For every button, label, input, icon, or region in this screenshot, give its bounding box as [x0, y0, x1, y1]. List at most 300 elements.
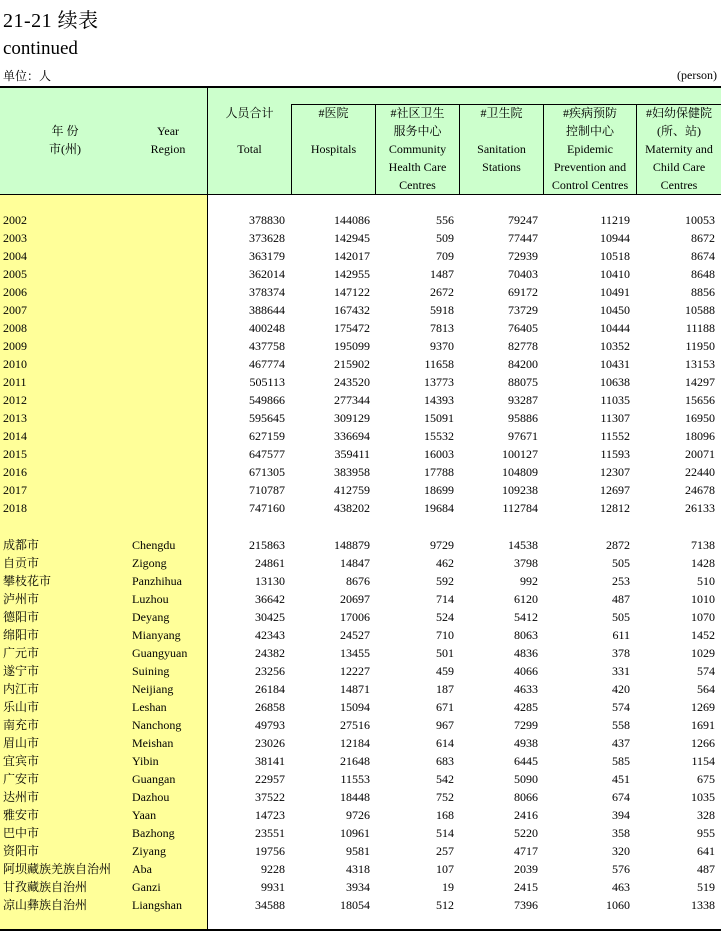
mch-cell: 8648 [691, 267, 715, 281]
col-total-en: Total [237, 142, 262, 156]
chc-cell: 967 [436, 718, 454, 732]
mch-cell: 1338 [691, 898, 715, 912]
col-region-en: Region [150, 142, 186, 156]
san-cell: 104809 [502, 465, 538, 479]
chc-cell: 1487 [430, 267, 454, 281]
header-bottom-rule [0, 194, 721, 195]
san-cell: 2416 [514, 808, 538, 822]
year-cell: 2018 [3, 501, 27, 515]
mch-cell: 8672 [691, 231, 715, 245]
region-en-cell: Mianyang [132, 628, 181, 642]
hosp-cell: 14871 [340, 682, 370, 696]
col-cdc-zh1: #疾病预防 [562, 106, 617, 120]
san-cell: 8063 [514, 628, 538, 642]
san-cell: 5090 [514, 772, 538, 786]
mch-cell: 7138 [691, 538, 715, 552]
hosp-cell: 215902 [334, 357, 370, 371]
region-en-cell: Zigong [132, 556, 167, 570]
col-mch-en3: Centres [660, 178, 698, 192]
mch-cell: 641 [697, 844, 715, 858]
mch-cell: 1035 [691, 790, 715, 804]
year-cell: 2005 [3, 267, 27, 281]
total-cell: 9228 [261, 862, 285, 876]
total-cell: 37522 [255, 790, 285, 804]
mch-cell: 487 [697, 862, 715, 876]
cdc-cell: 10638 [600, 375, 630, 389]
mch-cell: 8674 [691, 249, 715, 263]
san-cell: 2039 [514, 862, 538, 876]
cdc-cell: 10518 [600, 249, 630, 263]
region-en-cell: Guangan [132, 772, 176, 786]
col-chc-en2: Health Care [388, 160, 447, 174]
mch-cell: 8856 [691, 285, 715, 299]
hosp-cell: 27516 [340, 718, 370, 732]
cdc-cell: 558 [612, 718, 630, 732]
mch-cell: 1070 [691, 610, 715, 624]
total-cell: 26858 [255, 700, 285, 714]
col-cdc-zh2: 控制中心 [565, 124, 614, 138]
col-cdc-en1: Epidemic [567, 142, 613, 156]
col-chc-zh1: #社区卫生 [390, 106, 445, 120]
cdc-cell: 378 [612, 646, 630, 660]
chc-cell: 19684 [424, 501, 454, 515]
col-mch-zh1: #妇幼保健院 [645, 106, 712, 120]
mch-cell: 1691 [691, 718, 715, 732]
chc-cell: 18699 [424, 483, 454, 497]
total-cell: 647577 [249, 447, 285, 461]
total-cell: 373628 [249, 231, 285, 245]
hosp-cell: 18448 [340, 790, 370, 804]
hosp-cell: 15094 [340, 700, 370, 714]
san-cell: 4285 [514, 700, 538, 714]
san-cell: 95886 [508, 411, 538, 425]
region-en-cell: Yibin [132, 754, 159, 768]
hosp-cell: 12227 [340, 664, 370, 678]
san-cell: 7299 [514, 718, 538, 732]
san-cell: 992 [520, 574, 538, 588]
chc-cell: 524 [436, 610, 454, 624]
hosp-cell: 142955 [334, 267, 370, 281]
cdc-cell: 12307 [600, 465, 630, 479]
cdc-cell: 394 [612, 808, 630, 822]
year-cell: 2003 [3, 231, 27, 245]
mch-cell: 11950 [685, 339, 715, 353]
cdc-cell: 12812 [600, 501, 630, 515]
region-en-cell: Dazhou [132, 790, 170, 804]
mch-cell: 675 [697, 772, 715, 786]
chc-cell: 462 [436, 556, 454, 570]
hosp-cell: 10961 [340, 826, 370, 840]
city-zh-cell: 巴中市 [3, 826, 40, 840]
cdc-cell: 10352 [600, 339, 630, 353]
hosp-cell: 147122 [334, 285, 370, 299]
unit-label-en: (person) [677, 68, 717, 82]
san-cell: 4717 [514, 844, 538, 858]
chc-cell: 17788 [424, 465, 454, 479]
chc-cell: 459 [436, 664, 454, 678]
total-cell: 467774 [249, 357, 285, 371]
hosp-cell: 21648 [340, 754, 370, 768]
chc-cell: 13773 [424, 375, 454, 389]
mch-cell: 564 [697, 682, 715, 696]
city-zh-cell: 达州市 [3, 790, 40, 804]
cdc-cell: 12697 [600, 483, 630, 497]
total-cell: 362014 [249, 267, 285, 281]
chc-cell: 714 [436, 592, 454, 606]
col-chc-en3: Centres [399, 178, 436, 192]
year-cell: 2010 [3, 357, 27, 371]
region-en-cell: Deyang [132, 610, 170, 624]
cdc-cell: 11035 [600, 393, 630, 407]
total-cell: 24382 [255, 646, 285, 660]
san-cell: 73729 [508, 303, 538, 317]
san-cell: 7396 [514, 898, 538, 912]
total-cell: 627159 [249, 429, 285, 443]
chc-cell: 512 [436, 898, 454, 912]
cdc-cell: 451 [612, 772, 630, 786]
hosp-cell: 142017 [334, 249, 370, 263]
city-zh-cell: 乐山市 [3, 700, 40, 714]
total-cell: 505113 [249, 375, 285, 389]
table-subtitle: continued [3, 38, 78, 59]
cdc-cell: 611 [612, 628, 630, 642]
san-cell: 88075 [508, 375, 538, 389]
year-cell: 2004 [3, 249, 27, 263]
cdc-cell: 358 [612, 826, 630, 840]
col-san-en1: Sanitation [477, 142, 526, 156]
mch-cell: 1428 [691, 556, 715, 570]
table-title: 21-21 续表 [3, 10, 99, 32]
hosp-cell: 142945 [334, 231, 370, 245]
total-cell: 437758 [249, 339, 285, 353]
cdc-cell: 576 [612, 862, 630, 876]
chc-cell: 710 [436, 628, 454, 642]
total-cell: 363179 [249, 249, 285, 263]
city-zh-cell: 广安市 [3, 772, 40, 786]
chc-cell: 556 [436, 213, 454, 227]
total-cell: 14723 [255, 808, 285, 822]
hosp-cell: 243520 [334, 375, 370, 389]
chc-cell: 107 [436, 862, 454, 876]
total-cell: 671305 [249, 465, 285, 479]
city-zh-cell: 凉山彝族自治州 [3, 898, 88, 912]
hosp-cell: 359411 [334, 447, 370, 461]
cdc-cell: 11552 [600, 429, 630, 443]
chc-cell: 509 [436, 231, 454, 245]
mch-cell: 328 [697, 808, 715, 822]
mch-cell: 16950 [685, 411, 715, 425]
mch-cell: 1266 [691, 736, 715, 750]
mch-cell: 24678 [685, 483, 715, 497]
chc-cell: 683 [436, 754, 454, 768]
col-cdc-en2: Prevention and [553, 160, 627, 174]
city-zh-cell: 内江市 [3, 682, 40, 696]
total-cell: 378374 [249, 285, 285, 299]
hosp-cell: 12184 [340, 736, 370, 750]
cdc-cell: 505 [612, 610, 630, 624]
san-cell: 4066 [514, 664, 538, 678]
chc-cell: 11658 [424, 357, 454, 371]
col-chc-zh2: 服务中心 [393, 124, 442, 138]
region-en-cell: Chengdu [132, 538, 176, 552]
mch-cell: 510 [697, 574, 715, 588]
cdc-cell: 505 [612, 556, 630, 570]
san-cell: 100127 [502, 447, 538, 461]
san-cell: 77447 [508, 231, 538, 245]
year-cell: 2006 [3, 285, 27, 299]
hosp-cell: 4318 [346, 862, 370, 876]
hosp-cell: 17006 [340, 610, 370, 624]
san-cell: 2415 [514, 880, 538, 894]
total-cell: 49793 [255, 718, 285, 732]
region-en-cell: Leshan [132, 700, 167, 714]
chc-cell: 614 [436, 736, 454, 750]
total-cell: 710787 [249, 483, 285, 497]
hosp-cell: 18054 [340, 898, 370, 912]
col-city-zh: 市(州) [49, 142, 81, 156]
hosp-cell: 24527 [340, 628, 370, 642]
chc-cell: 671 [436, 700, 454, 714]
hosp-cell: 8676 [346, 574, 370, 588]
region-en-cell: Guangyuan [132, 646, 188, 660]
san-cell: 5412 [514, 610, 538, 624]
cdc-cell: 420 [612, 682, 630, 696]
san-cell: 4633 [514, 682, 538, 696]
cdc-cell: 10444 [600, 321, 630, 335]
cdc-cell: 320 [612, 844, 630, 858]
san-cell: 112784 [502, 501, 538, 515]
chc-cell: 15532 [424, 429, 454, 443]
year-cell: 2011 [3, 375, 27, 389]
cdc-cell: 10944 [600, 231, 630, 245]
region-en-cell: Nanchong [132, 718, 182, 732]
san-cell: 84200 [508, 357, 538, 371]
san-cell: 72939 [508, 249, 538, 263]
san-cell: 109238 [502, 483, 538, 497]
col-chc-en1: Community [388, 142, 447, 156]
table-bottom-rule [0, 929, 721, 931]
san-cell: 69172 [508, 285, 538, 299]
cdc-cell: 1060 [606, 898, 630, 912]
mch-cell: 22440 [685, 465, 715, 479]
mch-cell: 1269 [691, 700, 715, 714]
cdc-cell: 10431 [600, 357, 630, 371]
mch-cell: 26133 [685, 501, 715, 515]
region-en-cell: Neijiang [132, 682, 174, 696]
cdc-cell: 487 [612, 592, 630, 606]
cdc-cell: 437 [612, 736, 630, 750]
hosp-cell: 3934 [346, 880, 370, 894]
city-zh-cell: 雅安市 [3, 808, 40, 822]
san-cell: 70403 [508, 267, 538, 281]
total-cell: 38141 [255, 754, 285, 768]
year-cell: 2002 [3, 213, 27, 227]
total-cell: 34588 [255, 898, 285, 912]
hosp-cell: 9581 [346, 844, 370, 858]
cdc-cell: 11219 [600, 213, 630, 227]
year-cell: 2007 [3, 303, 27, 317]
chc-cell: 9729 [430, 538, 454, 552]
chc-cell: 592 [436, 574, 454, 588]
col-hosp-en: Hospitals [310, 142, 357, 156]
cdc-cell: 574 [612, 700, 630, 714]
chc-cell: 9370 [430, 339, 454, 353]
hosp-cell: 438202 [334, 501, 370, 515]
mch-cell: 519 [697, 880, 715, 894]
cdc-cell: 585 [612, 754, 630, 768]
col-san-zh: #卫生院 [480, 106, 523, 120]
mch-cell: 15656 [685, 393, 715, 407]
city-zh-cell: 成都市 [3, 538, 40, 552]
col-mch-en2: Child Care [652, 160, 706, 174]
san-cell: 97671 [508, 429, 538, 443]
total-cell: 24861 [255, 556, 285, 570]
mch-cell: 1029 [691, 646, 715, 660]
hosp-cell: 9726 [346, 808, 370, 822]
san-cell: 79247 [508, 213, 538, 227]
total-cell: 23551 [255, 826, 285, 840]
city-zh-cell: 攀枝花市 [3, 574, 52, 588]
hosp-cell: 412759 [334, 483, 370, 497]
hosp-cell: 144086 [334, 213, 370, 227]
san-cell: 76405 [508, 321, 538, 335]
hosp-cell: 11553 [340, 772, 370, 786]
total-cell: 23026 [255, 736, 285, 750]
cdc-cell: 253 [612, 574, 630, 588]
unit-label: 单位：人 [3, 69, 52, 83]
year-cell: 2013 [3, 411, 27, 425]
city-zh-cell: 德阳市 [3, 610, 40, 624]
chc-cell: 752 [436, 790, 454, 804]
col-year-zh: 年 份 [51, 124, 79, 138]
city-zh-cell: 阿坝藏族羌族自治州 [3, 862, 112, 876]
chc-cell: 7813 [430, 321, 454, 335]
chc-cell: 501 [436, 646, 454, 660]
chc-cell: 168 [436, 808, 454, 822]
total-cell: 22957 [255, 772, 285, 786]
hosp-cell: 167432 [334, 303, 370, 317]
san-cell: 93287 [508, 393, 538, 407]
san-cell: 3798 [514, 556, 538, 570]
region-en-cell: Ziyang [132, 844, 166, 858]
total-cell: 19756 [255, 844, 285, 858]
san-cell: 82778 [508, 339, 538, 353]
region-en-cell: Suining [132, 664, 170, 678]
total-cell: 747160 [249, 501, 285, 515]
year-cell: 2014 [3, 429, 27, 443]
chc-cell: 16003 [424, 447, 454, 461]
city-zh-cell: 甘孜藏族自治州 [3, 880, 88, 894]
year-cell: 2017 [3, 483, 27, 497]
hosp-cell: 195099 [334, 339, 370, 353]
chc-cell: 257 [436, 844, 454, 858]
city-zh-cell: 资阳市 [3, 844, 40, 858]
chc-cell: 15091 [424, 411, 454, 425]
mch-cell: 14297 [685, 375, 715, 389]
cdc-cell: 463 [612, 880, 630, 894]
city-zh-cell: 南充市 [3, 718, 40, 732]
mch-cell: 13153 [685, 357, 715, 371]
mch-cell: 574 [697, 664, 715, 678]
mch-cell: 20071 [685, 447, 715, 461]
mch-cell: 1452 [691, 628, 715, 642]
total-cell: 388644 [249, 303, 285, 317]
total-cell: 215863 [249, 538, 285, 552]
mch-cell: 18096 [685, 429, 715, 443]
cdc-cell: 2872 [606, 538, 630, 552]
hosp-cell: 13455 [340, 646, 370, 660]
col-mch-zh2: (所、站) [657, 124, 701, 138]
city-zh-cell: 自贡市 [3, 556, 40, 570]
total-cell: 36642 [255, 592, 285, 606]
cdc-cell: 331 [612, 664, 630, 678]
hosp-cell: 148879 [334, 538, 370, 552]
hosp-cell: 175472 [334, 321, 370, 335]
cdc-cell: 10450 [600, 303, 630, 317]
year-cell: 2009 [3, 339, 27, 353]
san-cell: 4836 [514, 646, 538, 660]
total-cell: 42343 [255, 628, 285, 642]
region-en-cell: Liangshan [132, 898, 182, 912]
table-top-rule [0, 86, 721, 88]
col-mch-en1: Maternity and [645, 142, 713, 156]
city-zh-cell: 绵阳市 [3, 628, 40, 642]
hosp-cell: 277344 [334, 393, 370, 407]
year-cell: 2015 [3, 447, 27, 461]
san-cell: 5220 [514, 826, 538, 840]
san-cell: 6120 [514, 592, 538, 606]
cdc-cell: 11307 [600, 411, 630, 425]
chc-cell: 14393 [424, 393, 454, 407]
col-hosp-zh: #医院 [318, 106, 349, 120]
col-total-zh: 人员合计 [225, 106, 274, 120]
total-cell: 400248 [249, 321, 285, 335]
year-cell: 2016 [3, 465, 27, 479]
chc-cell: 709 [436, 249, 454, 263]
cdc-cell: 10410 [600, 267, 630, 281]
chc-cell: 187 [436, 682, 454, 696]
city-zh-cell: 宜宾市 [3, 754, 40, 768]
total-cell: 378830 [249, 213, 285, 227]
hosp-cell: 309129 [334, 411, 370, 425]
city-zh-cell: 泸州市 [3, 592, 40, 606]
city-zh-cell: 眉山市 [3, 736, 40, 750]
san-cell: 4938 [514, 736, 538, 750]
hosp-cell: 14847 [340, 556, 370, 570]
mch-cell: 1154 [691, 754, 715, 768]
city-zh-cell: 广元市 [3, 646, 40, 660]
stub-divider [207, 88, 208, 930]
hosp-cell: 20697 [340, 592, 370, 606]
city-zh-cell: 遂宁市 [3, 664, 40, 678]
mch-cell: 11188 [685, 321, 715, 335]
region-en-cell: Yaan [132, 808, 157, 822]
san-cell: 6445 [514, 754, 538, 768]
region-en-cell: Aba [132, 862, 152, 876]
mch-cell: 1010 [691, 592, 715, 606]
chc-cell: 19 [442, 880, 454, 894]
year-cell: 2012 [3, 393, 27, 407]
region-en-cell: Bazhong [132, 826, 175, 840]
cdc-cell: 11593 [600, 447, 630, 461]
col-san-en2: Stations [482, 160, 521, 174]
chc-cell: 5918 [430, 303, 454, 317]
col-cdc-en3: Control Centres [551, 178, 629, 192]
year-cell: 2008 [3, 321, 27, 335]
chc-cell: 2672 [430, 285, 454, 299]
region-en-cell: Panzhihua [132, 574, 182, 588]
region-en-cell: Meishan [132, 736, 174, 750]
